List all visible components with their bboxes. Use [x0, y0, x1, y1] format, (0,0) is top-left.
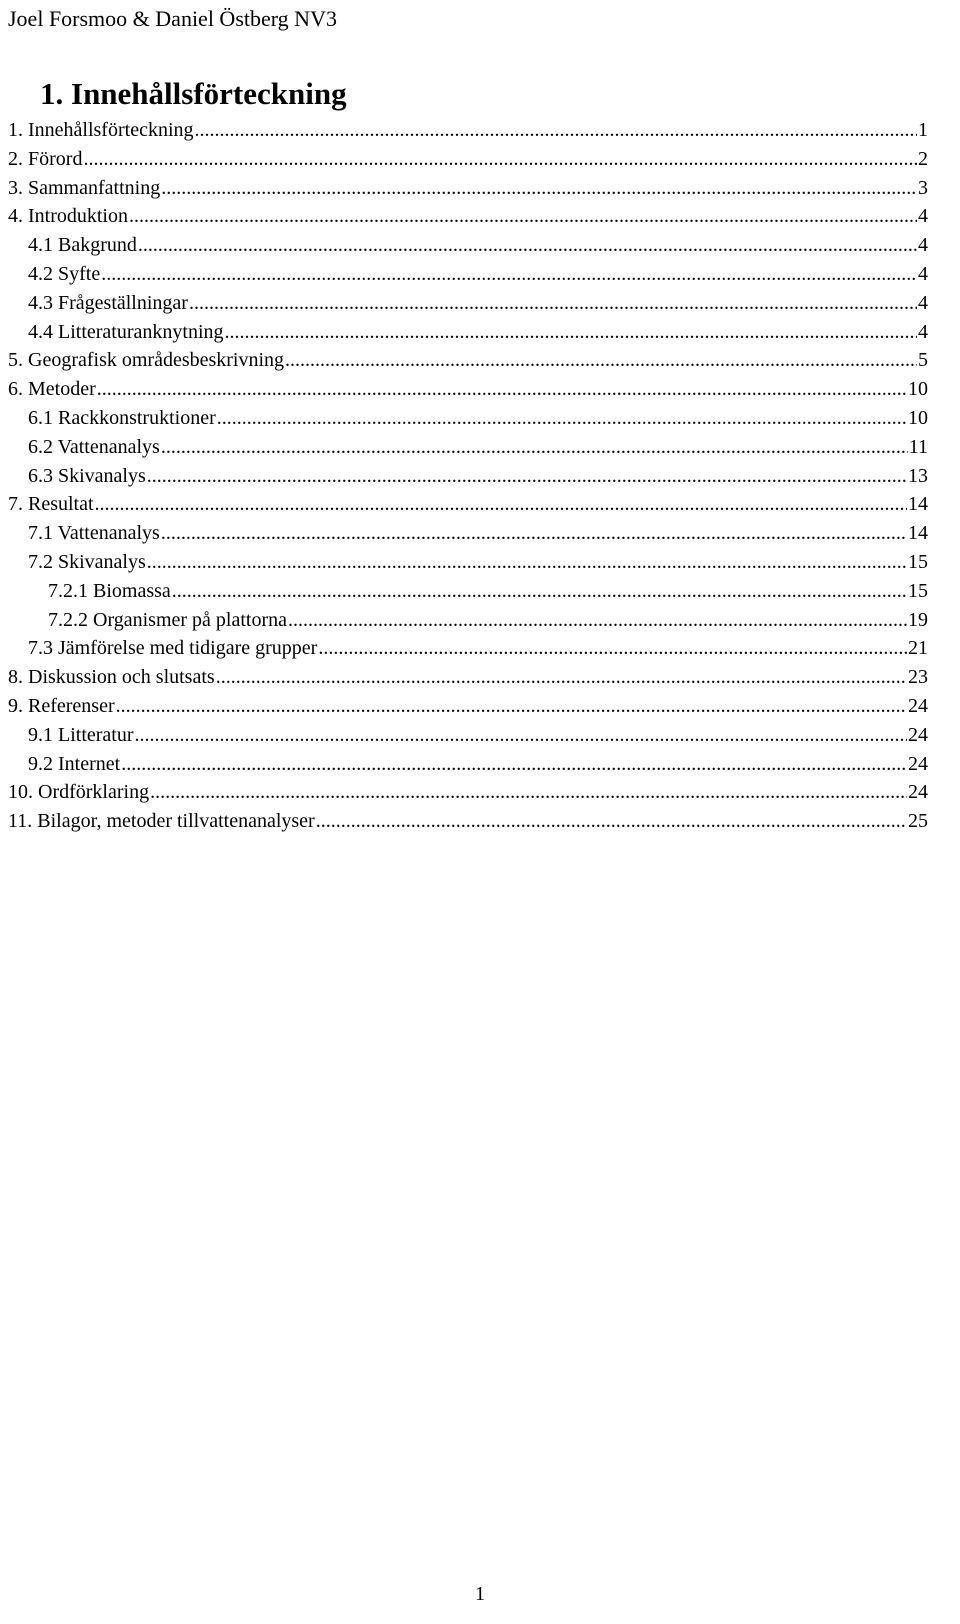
toc-entry-page: 13	[908, 464, 928, 487]
toc-entry[interactable]	[8, 174, 928, 203]
toc-leader-dots	[147, 462, 907, 491]
toc-leader-dots	[318, 634, 907, 663]
toc-leader-dots	[83, 145, 917, 174]
toc-entry-page: 24	[908, 723, 928, 746]
toc-entry-page: 5	[918, 349, 928, 372]
toc-entry-page: 24	[908, 694, 928, 717]
toc-entry-label: 7.2.2 Organismer på plattorna	[48, 608, 288, 631]
toc-entry[interactable]	[8, 692, 928, 721]
toc-leader-dots	[217, 404, 907, 433]
toc-entry-label: 7.1 Vattenanalys	[28, 522, 160, 545]
toc-entry-label: 5. Geografisk områdesbeskrivning	[8, 349, 285, 372]
toc-entry-label: 9.1 Litteratur	[28, 723, 134, 746]
toc-entry-label: 1. Innehållsförteckning	[8, 119, 194, 141]
toc-entry-page: 14	[908, 522, 928, 545]
toc-entry[interactable]	[8, 116, 928, 145]
toc-entry-label: 7. Resultat	[8, 493, 94, 516]
toc-entry-page: 23	[908, 666, 928, 689]
toc-entry[interactable]	[8, 289, 928, 318]
toc-leader-dots	[95, 490, 907, 519]
toc-leader-dots	[161, 174, 917, 203]
toc-entry-page: 4	[918, 291, 928, 314]
toc-entry-label: 6.3 Skivanalys	[28, 464, 146, 487]
toc-entry[interactable]	[8, 663, 928, 692]
toc-leader-dots	[189, 289, 917, 318]
toc-entry-page: 3	[918, 176, 928, 199]
toc-leader-dots	[150, 778, 907, 807]
toc-entry[interactable]	[8, 202, 928, 231]
toc-entry-page: 24	[908, 781, 928, 804]
toc-entry-label: 7.2.1 Biomassa	[48, 579, 171, 602]
toc-entry-label: 4.3 Frågeställningar	[28, 291, 188, 314]
toc-entry-page: 4	[918, 262, 928, 285]
toc-entry-label: 11. Bilagor, metoder tillvattenanalyser	[8, 810, 315, 833]
toc-entry[interactable]	[8, 260, 928, 289]
toc-entry[interactable]	[8, 404, 928, 433]
toc-entry[interactable]	[8, 807, 928, 836]
toc-entry-page: 19	[908, 608, 928, 631]
toc-entry-label: 3. Sammanfattning	[8, 176, 161, 199]
toc-entry[interactable]	[8, 634, 928, 663]
toc-leader-dots	[129, 202, 917, 231]
toc-leader-dots	[116, 692, 907, 721]
page-header: Joel Forsmoo & Daniel Östberg NV3	[8, 6, 337, 31]
toc-entry[interactable]	[8, 375, 928, 404]
toc-entry-label: 6.2 Vattenanalys	[28, 435, 160, 458]
toc-leader-dots	[135, 721, 907, 750]
toc-entry[interactable]	[8, 778, 928, 807]
toc-entry[interactable]	[8, 750, 928, 779]
toc-entry-label: 4.2 Syfte	[28, 262, 101, 285]
toc-leader-dots	[288, 606, 907, 635]
toc-entry-label: 2. Förord	[8, 147, 83, 170]
toc-entry-label: 6. Metoder	[8, 378, 96, 401]
toc-leader-dots	[316, 807, 907, 836]
toc-entry-page: 4	[918, 320, 928, 343]
toc-entry-label: 4.1 Bakgrund	[28, 234, 137, 257]
toc-entry[interactable]	[8, 346, 928, 375]
toc-leader-dots	[172, 577, 907, 606]
toc-leader-dots	[121, 750, 907, 779]
toc-entry[interactable]	[8, 318, 928, 347]
toc-leader-dots	[216, 663, 907, 692]
toc-entry[interactable]	[8, 721, 928, 750]
toc-entry-label: 7.3 Jämförelse med tidigare grupper	[28, 637, 318, 660]
toc-entry[interactable]	[8, 519, 928, 548]
toc-entry[interactable]	[8, 433, 928, 462]
toc-entry-page: 25	[908, 810, 928, 833]
toc-leader-dots	[138, 231, 917, 260]
toc-entry-label: 9.2 Internet	[28, 752, 121, 775]
toc-entry-page: 11	[908, 435, 928, 458]
toc-entry-label: 8. Diskussion och slutsats	[8, 666, 215, 689]
toc-entry[interactable]	[8, 145, 928, 174]
toc-leader-dots	[225, 318, 917, 347]
toc-entry-page: 4	[918, 234, 928, 257]
toc-entry-page: 15	[908, 550, 928, 573]
toc-leader-dots	[147, 548, 907, 577]
toc-entry-page: 21	[908, 637, 928, 660]
toc-entry-page: 14	[908, 493, 928, 516]
table-of-contents	[8, 116, 928, 836]
toc-entry-page: 1	[918, 119, 928, 141]
toc-entry-label: 4. Introduktion	[8, 205, 128, 228]
toc-leader-dots	[285, 346, 917, 375]
page-number: 1	[475, 1583, 485, 1605]
toc-entry-page: 15	[908, 579, 928, 602]
toc-leader-dots	[161, 519, 907, 548]
toc-entry-page: 2	[918, 147, 928, 170]
toc-entry[interactable]	[8, 548, 928, 577]
toc-leader-dots	[161, 433, 908, 462]
toc-entry-label: 9. Referenser	[8, 694, 115, 717]
toc-entry-page: 10	[908, 378, 928, 401]
page-title: 1. Innehållsförteckning	[40, 76, 347, 111]
toc-entry-label: 7.2 Skivanalys	[28, 550, 146, 573]
toc-entry-label: 4.4 Litteraturanknytning	[28, 320, 224, 343]
toc-leader-dots	[195, 116, 918, 145]
toc-entry-label: 6.1 Rackkonstruktioner	[28, 406, 216, 429]
toc-entry-page: 4	[918, 205, 928, 228]
toc-entry[interactable]	[8, 231, 928, 260]
toc-leader-dots	[97, 375, 907, 404]
toc-entry[interactable]	[8, 577, 928, 606]
toc-entry-page: 24	[908, 752, 928, 775]
toc-entry[interactable]	[8, 462, 928, 491]
toc-entry[interactable]	[8, 490, 928, 519]
toc-entry-page: 10	[908, 406, 928, 429]
toc-entry[interactable]	[8, 606, 928, 635]
toc-leader-dots	[101, 260, 917, 289]
toc-entry-label: 10. Ordförklaring	[8, 781, 150, 804]
